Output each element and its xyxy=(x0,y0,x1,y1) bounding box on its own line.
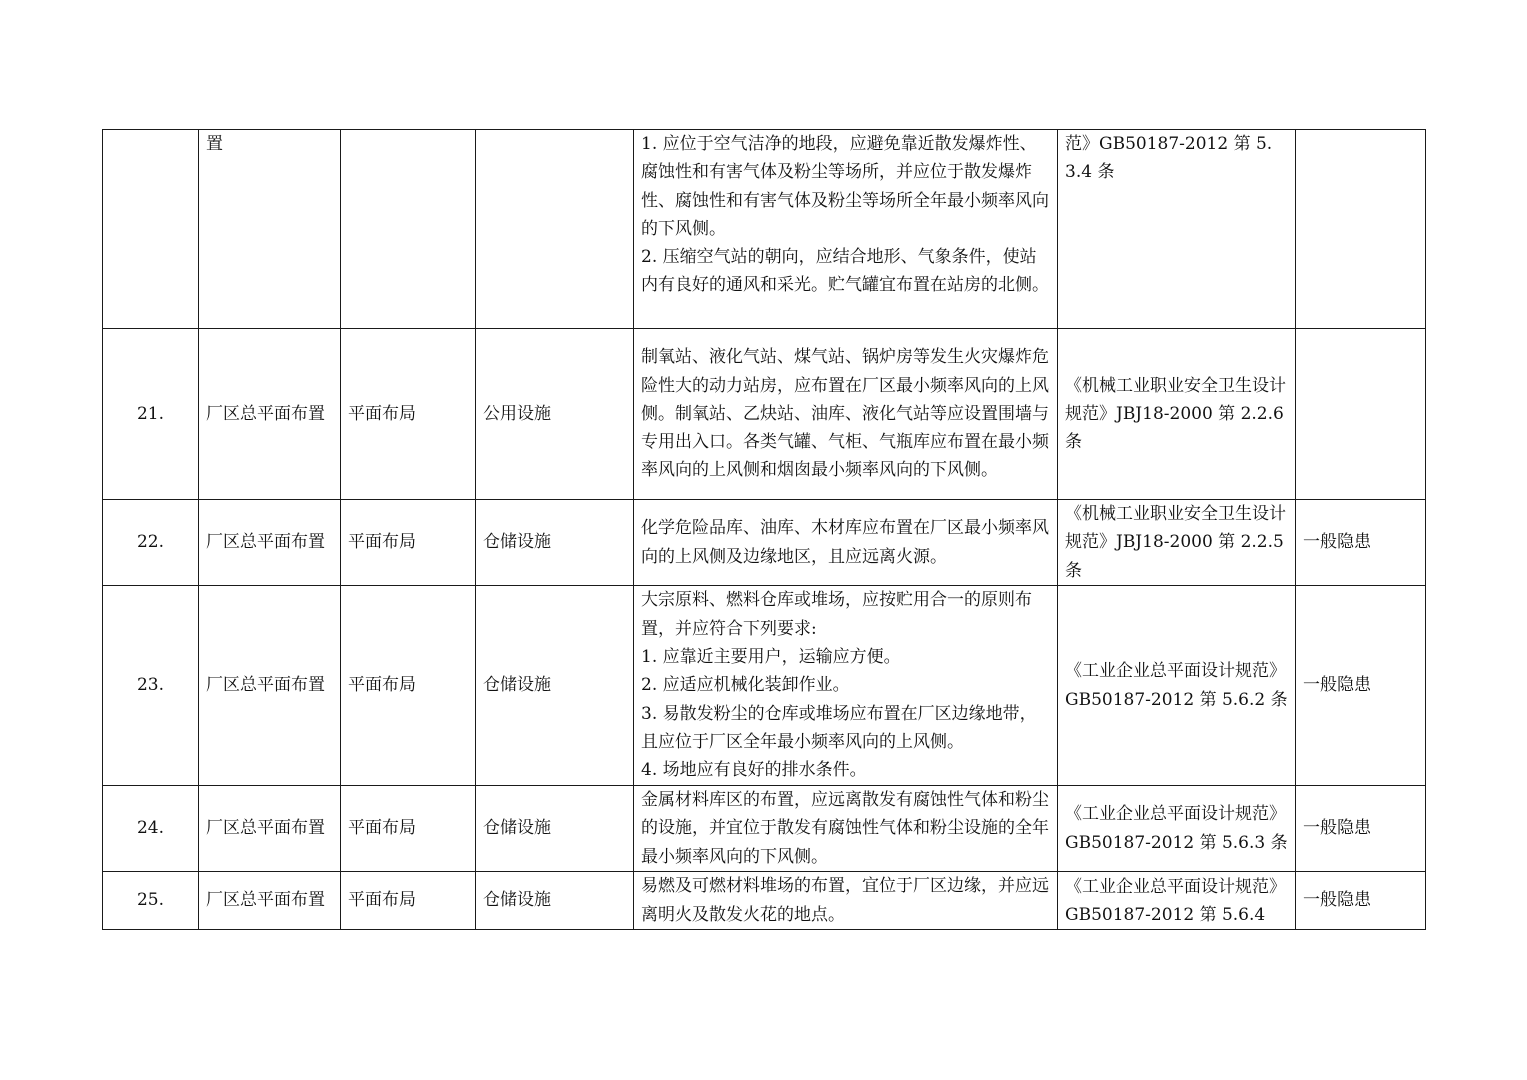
category-cell xyxy=(341,130,476,329)
requirement-line: 制氧站、液化气站、煤气站、锅炉房等发生火灾爆炸危险性大的动力站房，应布置在厂区最小频率风向的上风侧。制氧站、乙炔站、油库、液化气站等应设置围墙与专用出入口。各类气罐、气柜、气瓶库应布置在最小频率风向的上风侧和烟囱最小频率风向的下风侧。 xyxy=(641,347,1049,481)
basis-cell: 《工业企业总平面设计规范》GB50187-2012 第 5.6.3 条 xyxy=(1058,786,1296,872)
row-number: 24. xyxy=(103,786,199,872)
requirement-cell xyxy=(634,130,1058,329)
subcategory-cell xyxy=(476,130,634,329)
level-cell xyxy=(1296,329,1426,500)
table-row xyxy=(103,786,1426,872)
table-row xyxy=(103,500,1426,586)
subcategory-cell: 仓储设施 xyxy=(476,786,634,872)
level-cell: 一般隐患 xyxy=(1296,872,1426,930)
area-cell: 厂区总平面布置 xyxy=(199,500,341,586)
subcategory-cell: 仓储设施 xyxy=(476,586,634,786)
category-cell: 平面布局 xyxy=(341,500,476,586)
requirement-cell xyxy=(634,872,1058,930)
basis-cell: 《机械工业职业安全卫生设计规范》JBJ18-2000 第 2.2.6 条 xyxy=(1058,329,1296,500)
basis-cell xyxy=(1058,872,1296,930)
requirement-line: 4. 场地应有良好的排水条件。 xyxy=(641,760,867,781)
requirement-line: 易燃及可燃材料堆场的布置，宜位于厂区边缘，并应远离明火及散发火花的地点。 xyxy=(641,876,1049,925)
requirement-line: 1. 应靠近主要用户，运输应方便。 xyxy=(641,647,901,668)
row-number: 22. xyxy=(103,500,199,586)
area-cell: 厂区总平面布置 xyxy=(199,786,341,872)
requirement-cell xyxy=(634,329,1058,500)
area-cell: 厂区总平面布置 xyxy=(199,872,341,930)
requirement-line: 大宗原料、燃料仓库或堆场，应按贮用合一的原则布置，并应符合下列要求: xyxy=(641,590,1032,639)
category-cell: 平面布局 xyxy=(341,329,476,500)
area-cell: 厂区总平面布置 xyxy=(199,329,341,500)
category-cell: 平面布局 xyxy=(341,586,476,786)
basis-cell: 《机械工业职业安全卫生设计规范》JBJ18-2000 第 2.2.5 条 xyxy=(1058,500,1296,586)
table-row xyxy=(103,130,1426,329)
row-number: 23. xyxy=(103,586,199,786)
requirement-line: 2. 应适应机械化装卸作业。 xyxy=(641,675,850,696)
basis-text: 《工业企业总平面设计规范》GB50187-2012 第 5.6.4 xyxy=(1065,876,1286,925)
requirement-cell xyxy=(634,500,1058,586)
requirement-cell xyxy=(634,586,1058,786)
table-row xyxy=(103,329,1426,500)
table-row xyxy=(103,872,1426,930)
level-cell: 一般隐患 xyxy=(1296,586,1426,786)
area-cell: 厂区总平面布置 xyxy=(199,586,341,786)
area-cell: 置 xyxy=(199,130,341,329)
hazard-table xyxy=(102,129,1426,930)
subcategory-cell: 仓储设施 xyxy=(476,872,634,930)
row-number xyxy=(103,130,199,329)
basis-cell: 范》GB50187-2012 第 5.3.4 条 xyxy=(1058,130,1296,329)
level-cell: 一般隐患 xyxy=(1296,786,1426,872)
category-cell: 平面布局 xyxy=(341,872,476,930)
requirement-cell xyxy=(634,786,1058,872)
row-number: 25. xyxy=(103,872,199,930)
requirement-line: 3. 易散发粉尘的仓库或堆场应布置在厂区边缘地带，且应位于厂区全年最小频率风向的上风侧。 xyxy=(641,703,1037,752)
level-cell xyxy=(1296,130,1426,329)
requirement-line: 金属材料库区的布置，应远离散发有腐蚀性气体和粉尘的设施，并宜位于散发有腐蚀性气体和粉尘设施的全年最小频率风向的下风侧。 xyxy=(641,790,1049,867)
table-row xyxy=(103,586,1426,786)
basis-cell: 《工业企业总平面设计规范》GB50187-2012 第 5.6.2 条 xyxy=(1058,586,1296,786)
subcategory-cell: 仓储设施 xyxy=(476,500,634,586)
requirement-line: 化学危险品库、油库、木材库应布置在厂区最小频率风向的上风侧及边缘地区，且应远离火源。 xyxy=(641,518,1049,567)
requirement-line: 1. 应位于空气洁净的地段，应避免靠近散发爆炸性、腐蚀性和有害气体及粉尘等场所，并应位于散发爆炸性、腐蚀性和有害气体及粉尘等场所全年最小频率风向的下风侧。 xyxy=(641,134,1049,239)
subcategory-cell: 公用设施 xyxy=(476,329,634,500)
category-cell: 平面布局 xyxy=(341,786,476,872)
level-cell: 一般隐患 xyxy=(1296,500,1426,586)
row-number: 21. xyxy=(103,329,199,500)
requirement-line: 2. 压缩空气站的朝向，应结合地形、气象条件，使站内有良好的通风和采光。贮气罐宜布置在站房的北侧。 xyxy=(641,247,1049,296)
